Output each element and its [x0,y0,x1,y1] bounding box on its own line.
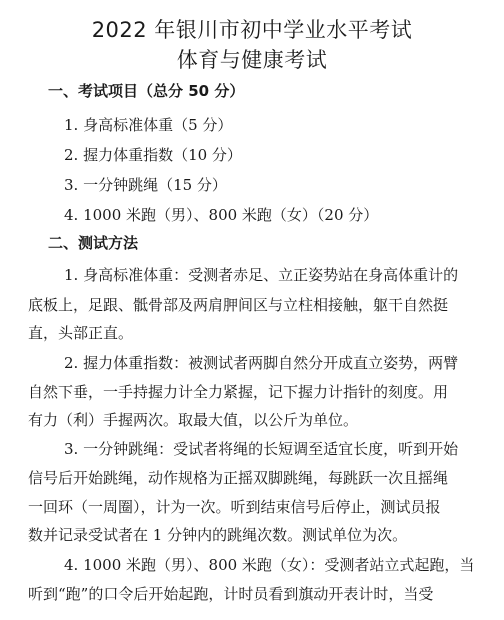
method-4-line-2: 听到“跑”的口令后开始起跑，计时员看到旗动开表计时，当受 [28,585,434,603]
document-title-line-2: 体育与健康考试 [176,48,328,72]
method-1-line-2: 底板上，足跟、骶骨部及两肩胛间区与立柱相接触，躯干自然挺 [28,296,449,314]
method-3-line-3: 一回环（一周圈），计为一次。听到结束信号后停止，测试员报 [28,498,441,516]
method-3-line-2: 信号后开始跳绳，动作规格为正摇双脚跳绳，每跳跃一次且摇绳 [28,469,449,487]
method-1-line-1: 1. 身高标准体重：受测者赤足、立正姿势站在身高体重计的 [64,266,459,284]
method-4-line-1: 4. 1000 米跑（男）、800 米跑（女）：受测者站立式起跑，当 [64,556,475,574]
method-3-line-4: 数并记录受试者在 1 分钟内的跳绳次数。测试单位为次。 [28,526,408,544]
exam-item-1: 1. 身高标准体重（5 分） [64,116,233,134]
section-2-heading: 二、测试方法 [48,234,139,252]
exam-item-3: 3. 一分钟跳绳（15 分） [64,176,227,194]
method-2-line-2: 自然下垂，一手持握力计全力紧握，记下握力计指针的刻度。用 [28,383,449,401]
document-title-line-1: 2022 年银川市初中学业水平考试 [91,18,413,42]
method-3-line-1: 3. 一分钟跳绳：受试者将绳的长短调至适宜长度，听到开始 [64,440,459,458]
method-2-line-1: 2. 握力体重指数：被测试者两脚自然分开成直立姿势，两臂 [64,354,459,372]
section-1-heading: 一、考试项目（总分 50 分） [48,82,245,100]
exam-item-2: 2. 握力体重指数（10 分） [64,146,242,164]
exam-item-4: 4. 1000 米跑（男）、800 米跑（女）（20 分） [64,206,379,224]
method-1-line-3: 直，头部正直。 [28,324,134,342]
method-2-line-3: 有力（利）手握两次。取最大值，以公斤为单位。 [28,411,359,429]
